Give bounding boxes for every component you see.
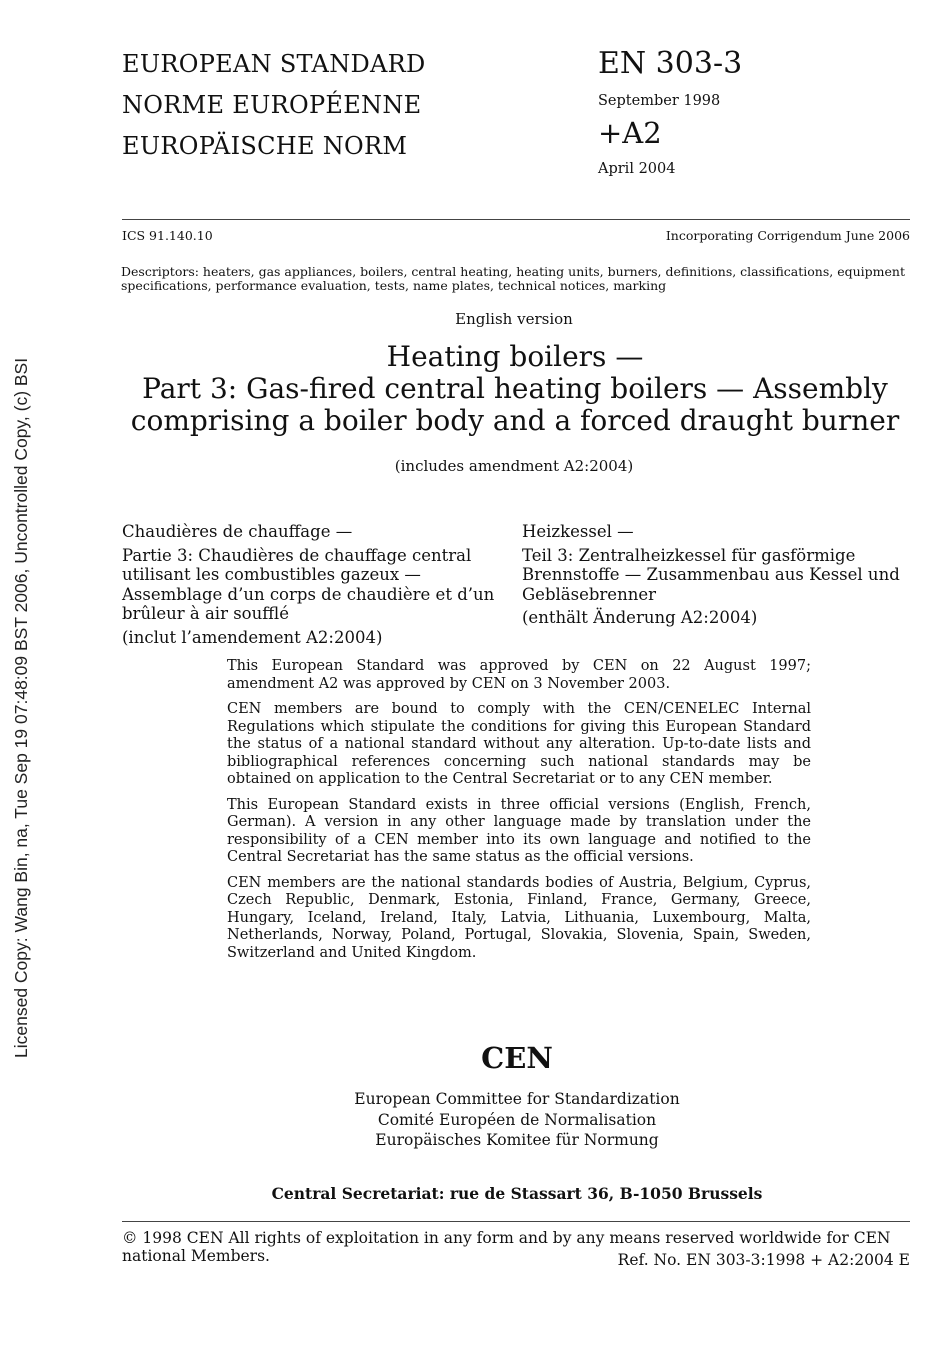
french-includes: (inclut l’amendement A2:2004) (122, 627, 383, 647)
standard-names (122, 44, 426, 167)
amendment-number: +A2 (598, 116, 662, 150)
french-subtitle: Partie 3: Chaudières de chauffage central utilisant les combustibles gazeux — Assemblage d’un corps de chaudière et d’un brûleur à air soufflé (122, 545, 495, 623)
german-includes: (enthält Änderung A2:2004) (522, 608, 758, 627)
amendment-inclusion: (includes amendment A2:2004) (394, 457, 634, 475)
approval-statement (227, 658, 811, 970)
french-title: Chaudières de chauffage — (122, 522, 353, 541)
approval-paragraph-1: This European Standard was approved by CEN on 22 August 1997; amendment A2 was approved by CEN on 3 November 2003. (227, 658, 811, 692)
copyright-text: © 1998 CEN All rights of exploitation in any form and by any means reserved worldwide for CEN national Members. (122, 1229, 891, 1265)
reference-number: Ref. No. EN 303-3:1998 + A2:2004 E (617, 1251, 910, 1269)
standard-date: September 1998 (598, 93, 721, 109)
committee-english: European Committee for Standardization (354, 1090, 680, 1108)
title-line-3: comprising a boiler body and a forced draught burner (130, 404, 900, 437)
footer-divider (122, 1221, 910, 1222)
title-line-1: Heating boilers — (386, 340, 644, 373)
header-divider (122, 219, 910, 220)
corrigendum-note: Incorporating Corrigendum June 2006 (665, 228, 910, 243)
standard-number: EN 303-3 (598, 46, 743, 81)
license-watermark: Licensed Copy: Wang Bin, na, Tue Sep 19 07:48:09 BST 2006, Uncontrolled Copy, (c) BSI (11, 357, 31, 1058)
descriptors: Descriptors: heaters, gas appliances, boilers, central heating, heating units, burners, definitions, classifications, equipment specifications, performance evaluation, tests, name plates, technical notices, marking (121, 264, 905, 293)
committee-names (0, 1089, 950, 1151)
approval-paragraph-4: CEN members are the national standards bodies of Austria, Belgium, Cyprus, Czech Republic, Denmark, Estonia, Finland, France, Germany, Greece, Hungary, Iceland, Ireland, Italy, Latvia, Lithuania, Luxembourg, Malta, Netherlands, Norway, Poland, Portugal, Slovakia, Slovenia, Spain, Sweden, Switzerland and United Kingdom. (227, 874, 811, 961)
german-title-block (522, 522, 902, 632)
title-line-2: Part 3: Gas-fired central heating boilers — Assembly (142, 372, 888, 405)
name-german: EUROPÄISCHE NORM (122, 132, 408, 160)
amendment-date: April 2004 (598, 161, 676, 177)
approval-paragraph-3: This European Standard exists in three official versions (English, French, German). A version in any other language made by translation under the responsibility of a CEN member into its own language and notified to the Central Secretariat has the same status as the official versions. (227, 796, 811, 865)
committee-french: Comité Européen de Normalisation (377, 1110, 657, 1129)
french-title-block (122, 522, 502, 651)
ics-code: ICS 91.140.10 (122, 228, 213, 243)
german-title: Heizkessel — (522, 522, 634, 541)
central-secretariat: Central Secretariat: rue de Stassart 36, B-1050 Brussels (271, 1184, 763, 1203)
name-french: NORME EUROPÉENNE (122, 91, 422, 119)
language-version: English version (455, 310, 573, 328)
name-english: EUROPEAN STANDARD (122, 50, 426, 78)
german-subtitle: Teil 3: Zentralheizkessel für gasförmige Brennstoffe — Zusammenbau aus Kessel und Gebläsebrenner (522, 545, 900, 604)
cen-logo: CEN (481, 1041, 553, 1075)
committee-german: Europäisches Komitee für Normung (375, 1131, 659, 1149)
approval-paragraph-2: CEN members are bound to comply with the CEN/CENELEC Internal Regulations which stipulate the conditions for giving this European Standard the status of a national standard without any alteration. Up-to-date lists and bibliographical references concerning such national standards may be obtained on application to the Central Secretariat or to any CEN member. (227, 701, 811, 787)
document-title (100, 341, 930, 437)
